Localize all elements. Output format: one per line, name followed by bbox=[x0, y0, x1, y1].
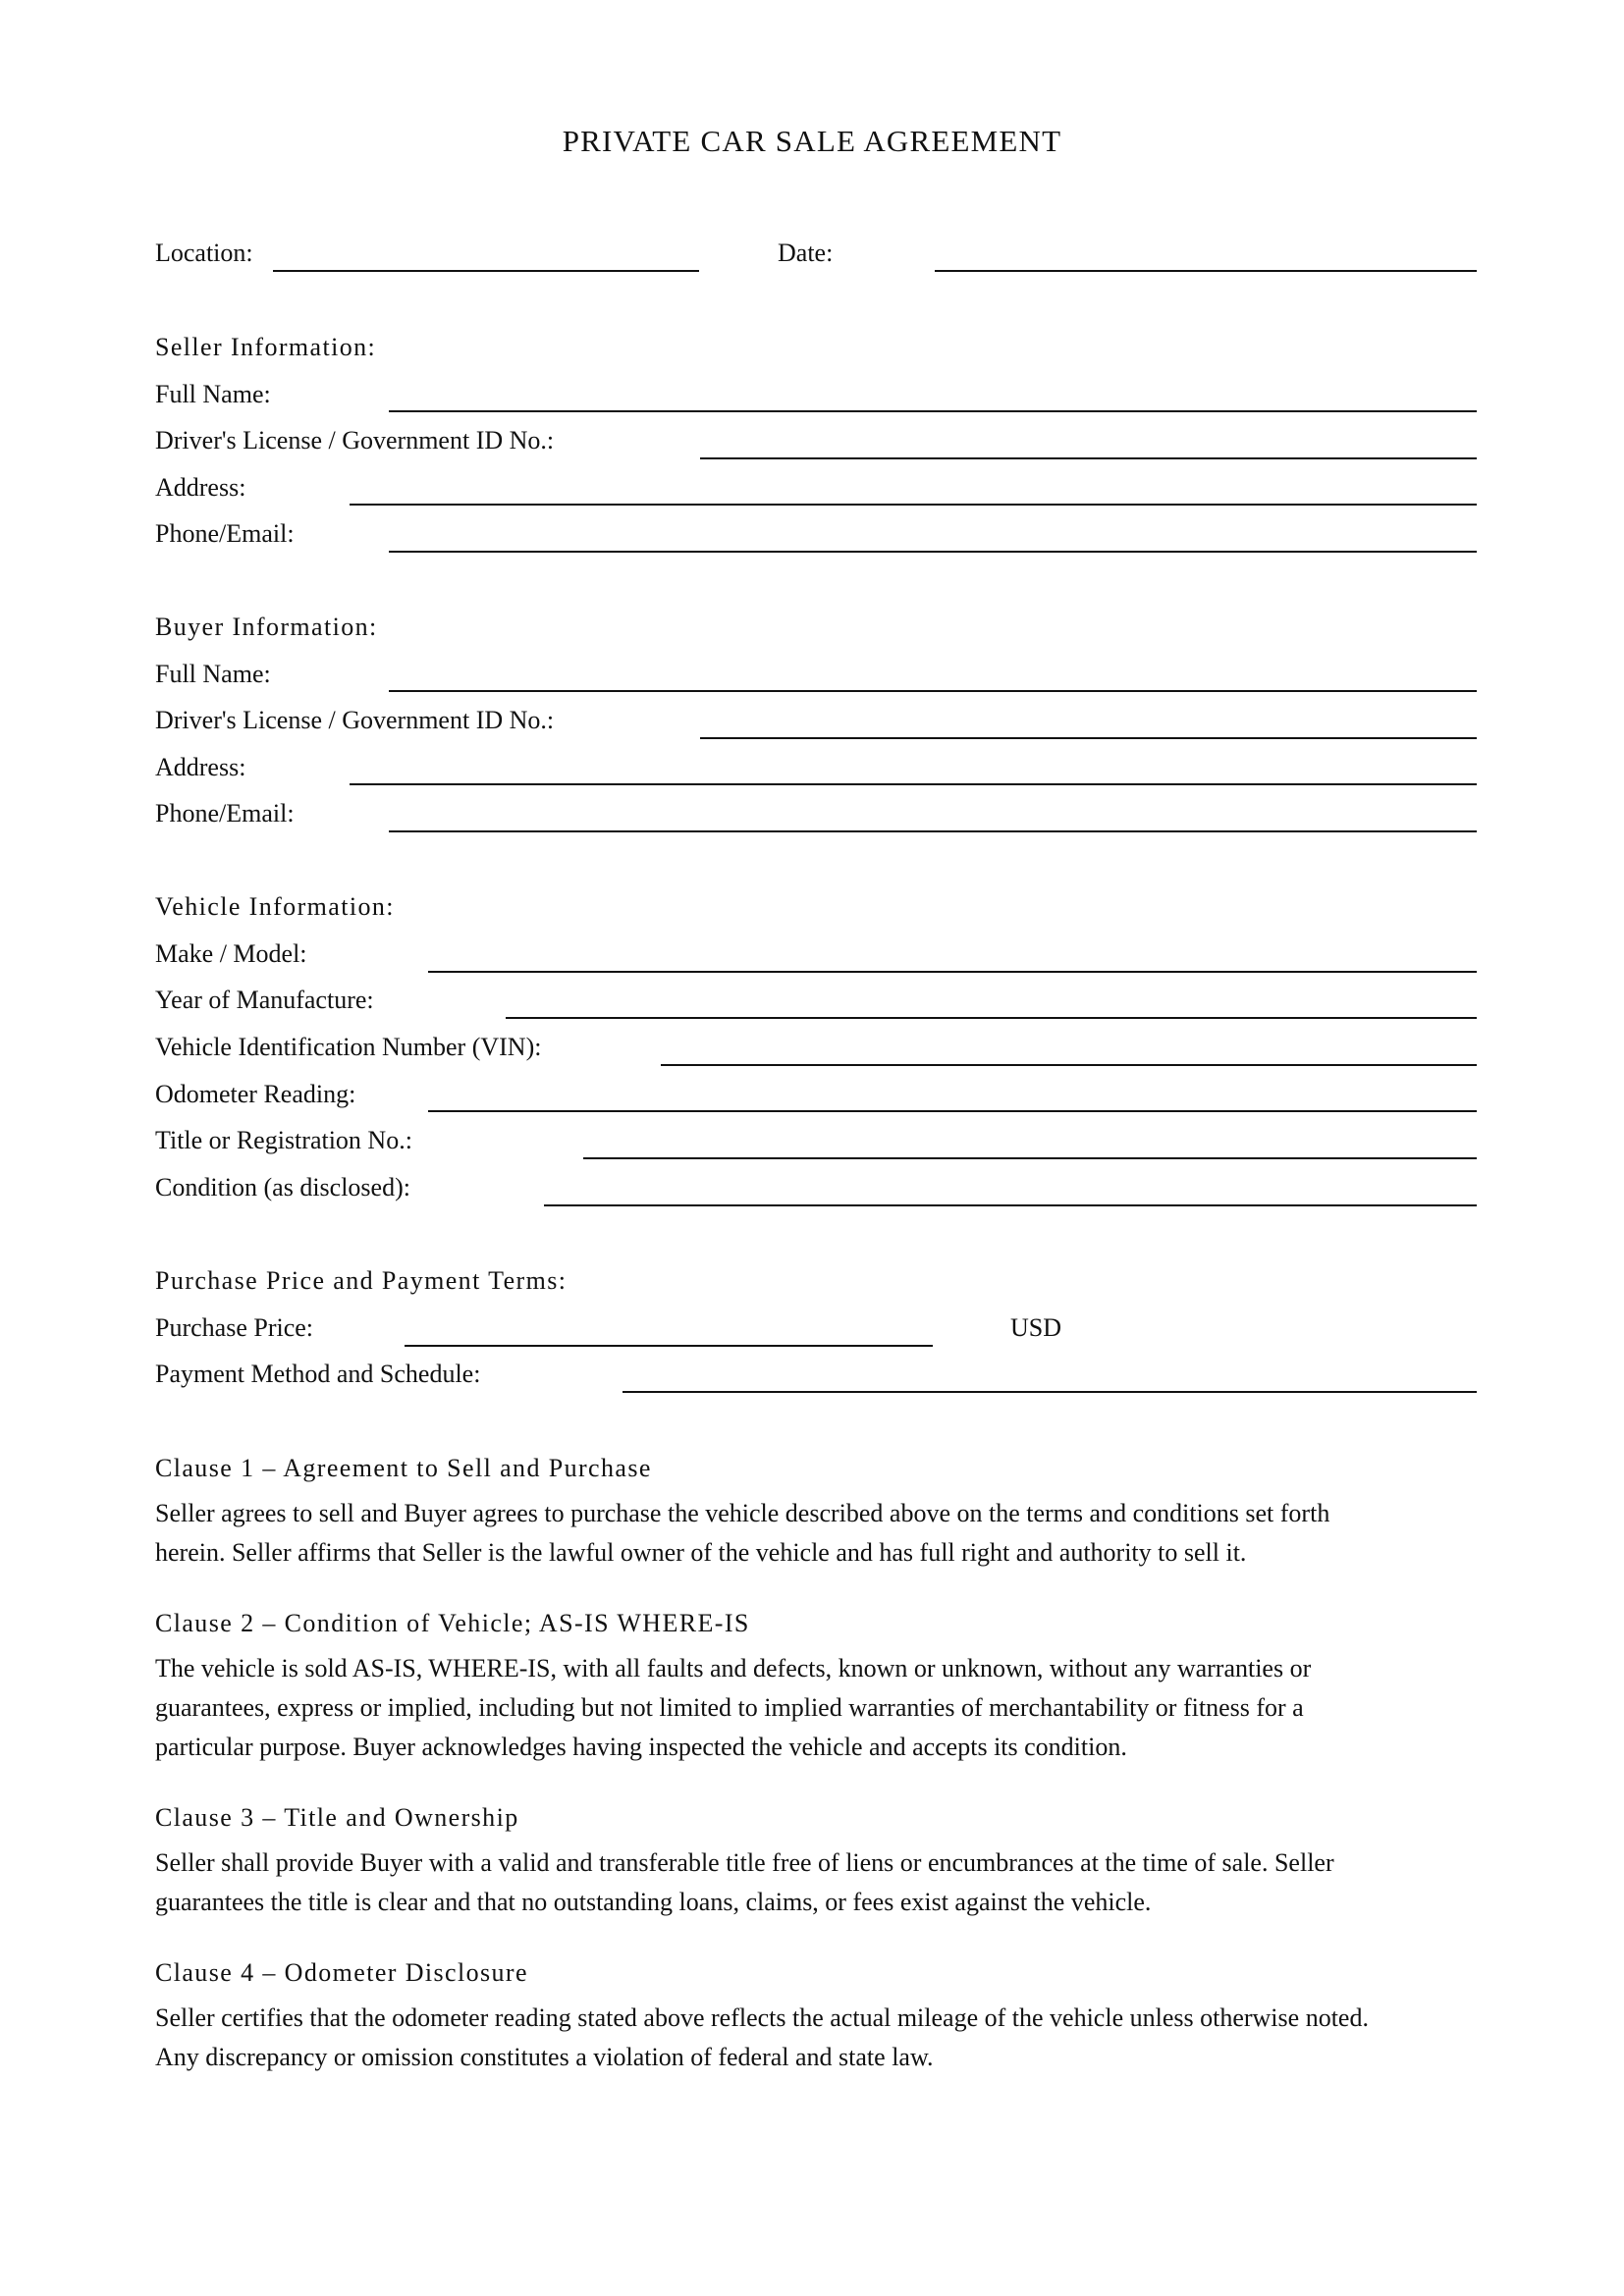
clause-4-line: Seller certifies that the odometer reading stated above reflects the actual mileage of the vehicle unless otherwise noted. bbox=[155, 2003, 1369, 2032]
payment-method-field[interactable] bbox=[623, 1391, 1477, 1393]
purchase-price-label: Purchase Price: bbox=[155, 1313, 314, 1342]
buyer-section-heading: Buyer Information: bbox=[155, 613, 378, 641]
clause-3-text bbox=[155, 1843, 1490, 1922]
clause-2-heading: Clause 2 – Condition of Vehicle; AS-IS WHERE-IS bbox=[155, 1609, 750, 1637]
clause-3-line: guarantees the title is clear and that no outstanding loans, claims, or fees exist against the vehicle. bbox=[155, 1888, 1152, 1916]
buyer-full-name-label: Full Name: bbox=[155, 660, 271, 688]
buyer-contact-field[interactable] bbox=[389, 830, 1477, 832]
seller-full-name-label: Full Name: bbox=[155, 380, 271, 408]
location-label: Location: bbox=[155, 239, 253, 267]
seller-contact-label: Phone/Email: bbox=[155, 519, 295, 548]
clause-3-heading: Clause 3 – Title and Ownership bbox=[155, 1803, 519, 1832]
seller-full-name-field[interactable] bbox=[389, 410, 1477, 412]
title-registration-label: Title or Registration No.: bbox=[155, 1126, 412, 1154]
clause-1-text bbox=[155, 1494, 1490, 1573]
buyer-address-label: Address: bbox=[155, 753, 246, 781]
condition-label: Condition (as disclosed): bbox=[155, 1173, 410, 1201]
location-field[interactable] bbox=[273, 270, 699, 272]
seller-id-label: Driver's License / Government ID No.: bbox=[155, 426, 555, 454]
title-registration-field[interactable] bbox=[583, 1157, 1477, 1159]
buyer-full-name-field[interactable] bbox=[389, 690, 1477, 692]
clause-4-heading: Clause 4 – Odometer Disclosure bbox=[155, 1958, 528, 1987]
seller-id-field[interactable] bbox=[700, 457, 1477, 459]
clause-2-line: guarantees, express or implied, including but not limited to implied warranties of merchantability or fitness for a bbox=[155, 1693, 1304, 1722]
clause-3-line: Seller shall provide Buyer with a valid and transferable title free of liens or encumbrances at the time of sale. Seller bbox=[155, 1848, 1334, 1877]
buyer-contact-label: Phone/Email: bbox=[155, 799, 295, 828]
buyer-address-field[interactable] bbox=[350, 783, 1477, 785]
page-title: PRIVATE CAR SALE AGREEMENT bbox=[562, 124, 1062, 158]
purchase-price-field[interactable] bbox=[405, 1345, 933, 1347]
buyer-id-field[interactable] bbox=[700, 737, 1477, 739]
condition-field[interactable] bbox=[544, 1204, 1477, 1206]
vin-field[interactable] bbox=[661, 1064, 1477, 1066]
seller-address-field[interactable] bbox=[350, 504, 1477, 506]
odometer-label: Odometer Reading: bbox=[155, 1080, 356, 1108]
clause-1-heading: Clause 1 – Agreement to Sell and Purchase bbox=[155, 1454, 652, 1482]
payment-method-label: Payment Method and Schedule: bbox=[155, 1360, 481, 1388]
clause-2-text bbox=[155, 1649, 1490, 1767]
vehicle-section-heading: Vehicle Information: bbox=[155, 892, 395, 921]
odometer-field[interactable] bbox=[428, 1110, 1477, 1112]
make-model-label: Make / Model: bbox=[155, 939, 307, 968]
clause-2-line: The vehicle is sold AS-IS, WHERE-IS, with all faults and defects, known or unknown, without any warranties or bbox=[155, 1654, 1312, 1682]
date-label: Date: bbox=[778, 239, 834, 267]
seller-section-heading: Seller Information: bbox=[155, 333, 377, 361]
clause-4-text bbox=[155, 1999, 1490, 2077]
year-field[interactable] bbox=[506, 1017, 1477, 1019]
date-field[interactable] bbox=[935, 270, 1477, 272]
seller-address-label: Address: bbox=[155, 473, 246, 502]
seller-contact-field[interactable] bbox=[389, 551, 1477, 553]
clause-4-line: Any discrepancy or omission constitutes a violation of federal and state law. bbox=[155, 2043, 934, 2071]
year-label: Year of Manufacture: bbox=[155, 986, 374, 1014]
clause-1-line: Seller agrees to sell and Buyer agrees to purchase the vehicle described above on the terms and conditions set forth bbox=[155, 1499, 1330, 1527]
clause-1-line: herein. Seller affirms that Seller is the lawful owner of the vehicle and has full right and authority to sell it. bbox=[155, 1538, 1247, 1567]
vin-label: Vehicle Identification Number (VIN): bbox=[155, 1033, 542, 1061]
currency-label: USD bbox=[1010, 1313, 1062, 1342]
buyer-id-label: Driver's License / Government ID No.: bbox=[155, 706, 555, 734]
clause-2-line: particular purpose. Buyer acknowledges having inspected the vehicle and accepts its condition. bbox=[155, 1733, 1127, 1761]
make-model-field[interactable] bbox=[428, 971, 1477, 973]
payment-section-heading: Purchase Price and Payment Terms: bbox=[155, 1266, 568, 1295]
